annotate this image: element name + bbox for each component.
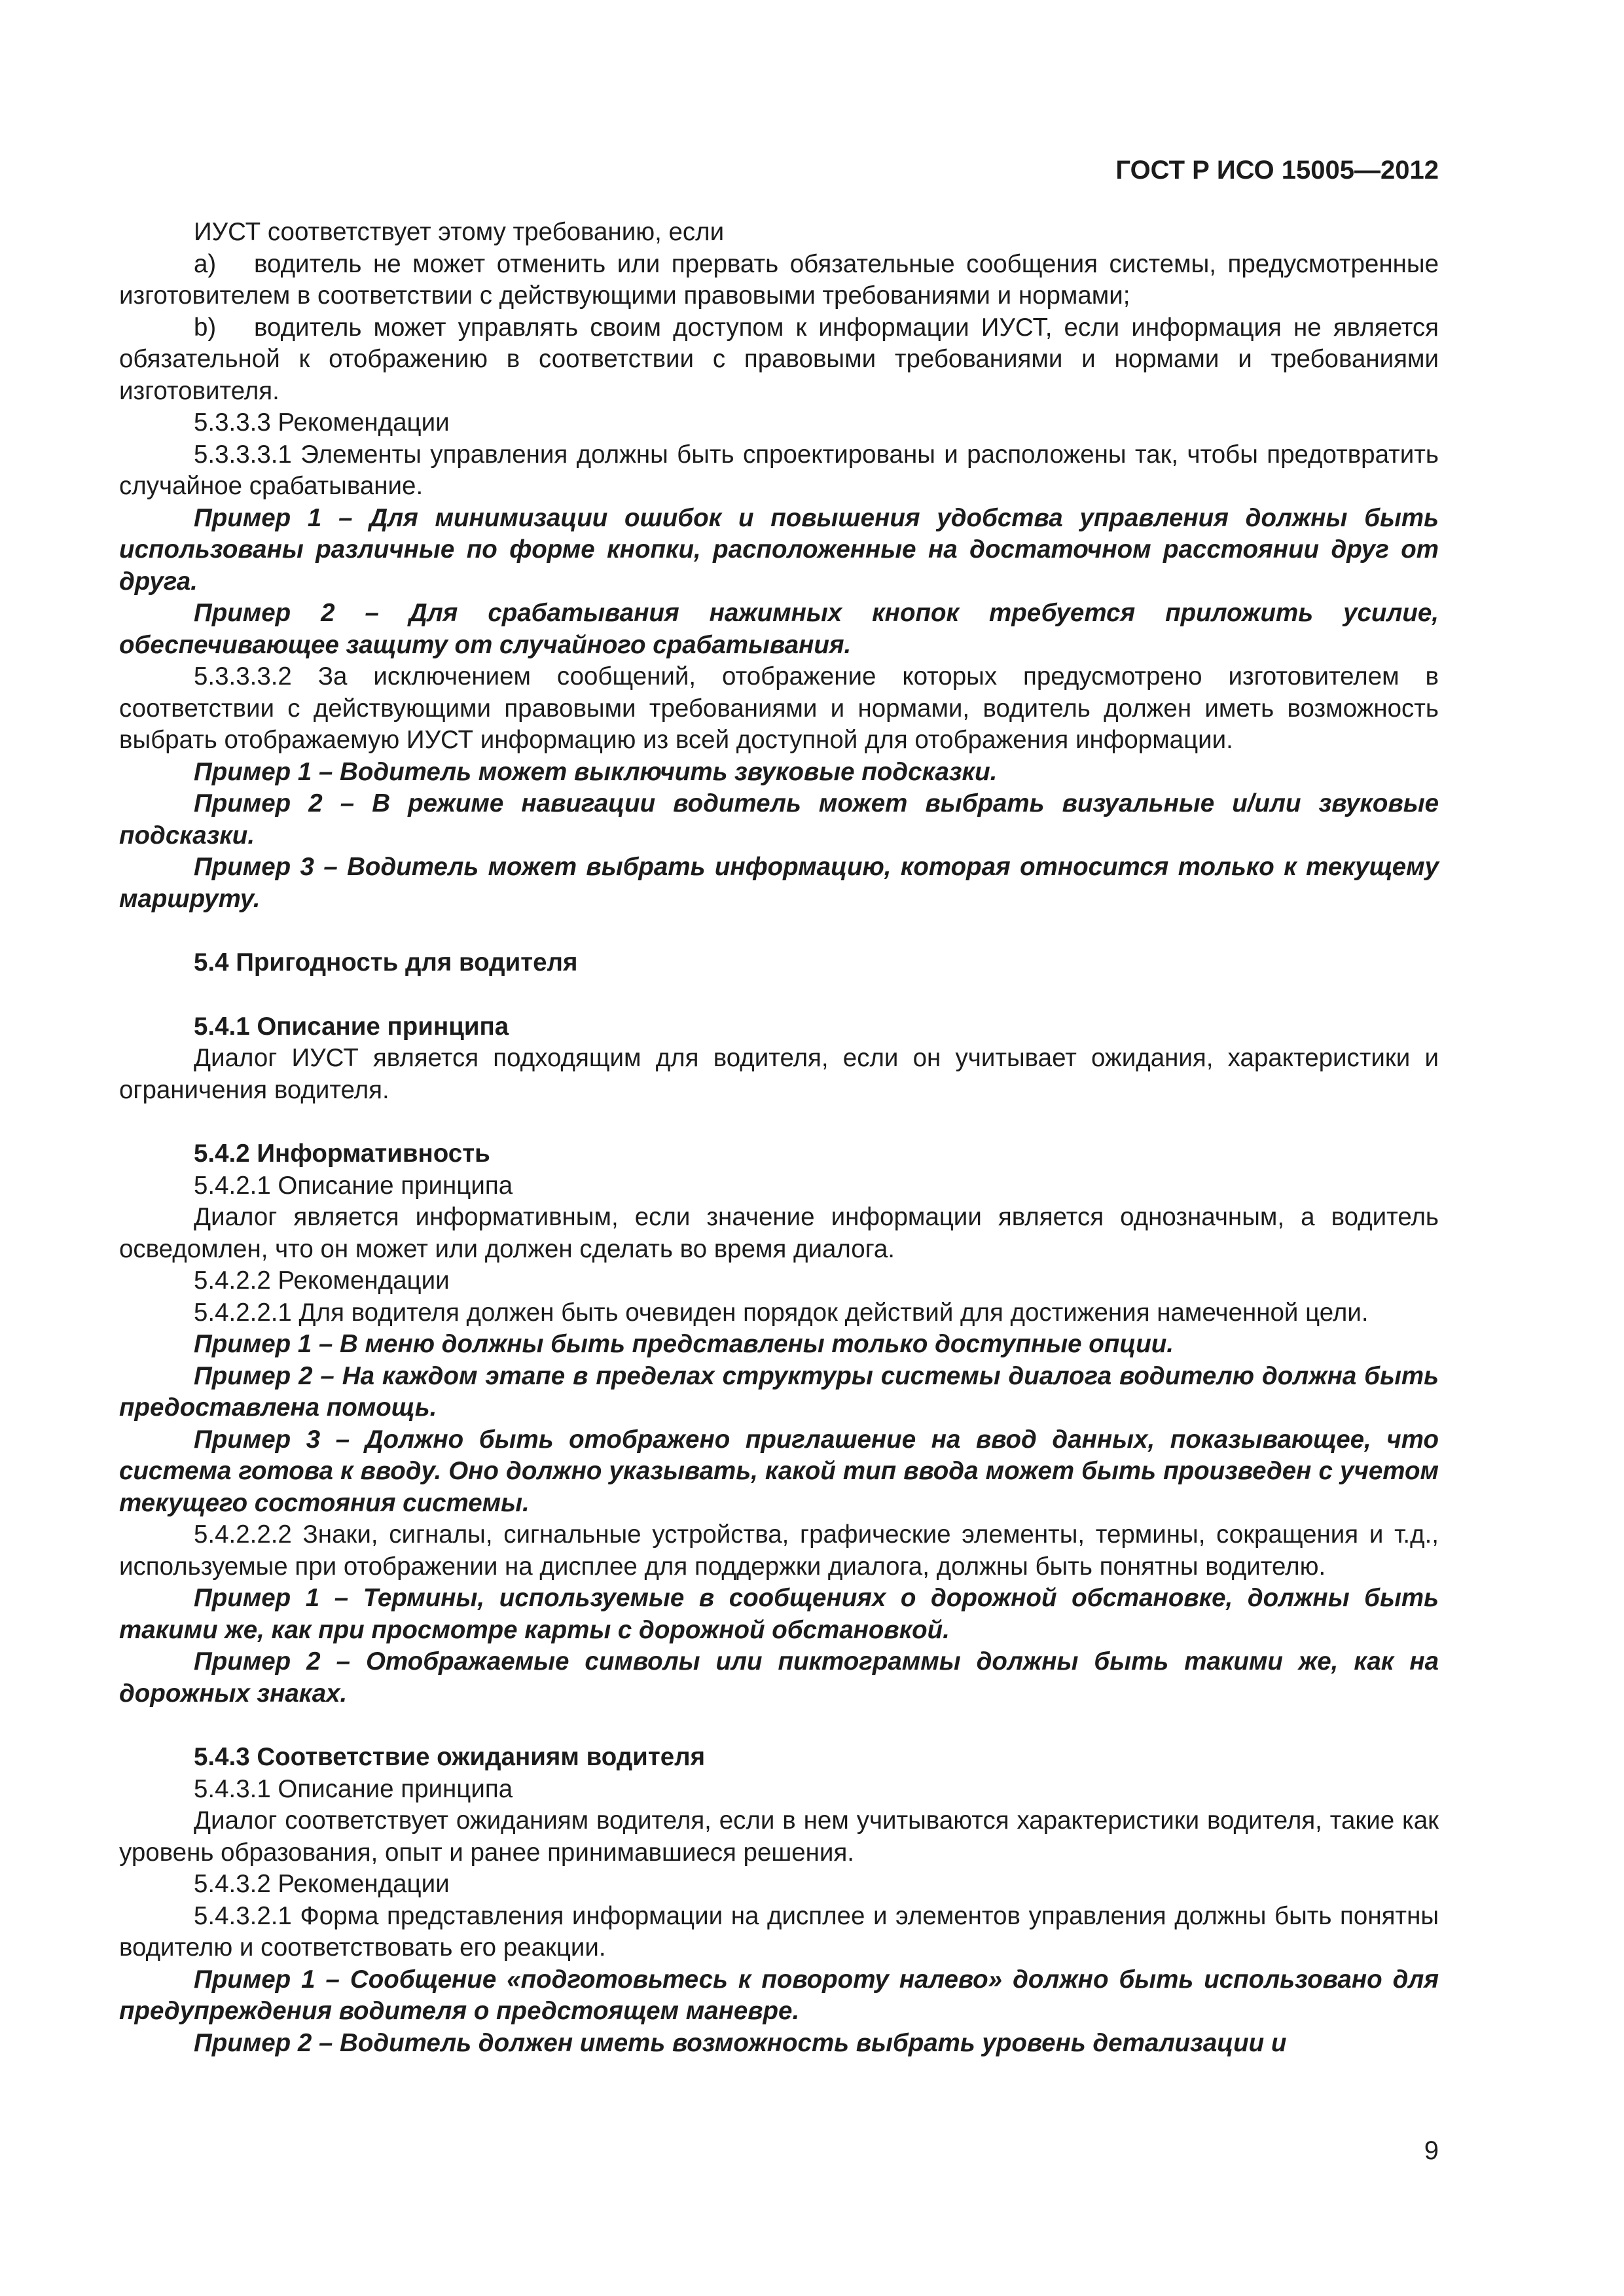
body-paragraph: 5.4.2.1 Описание принципа xyxy=(194,1171,513,1200)
example-paragraph: Пример 2 – Водитель должен иметь возможность выбрать уровень детализации и xyxy=(194,2028,1287,2057)
body-paragraph: 5.4.3.2.1 Форма представления информации на дисплее и элементов управления должны быть понятны водителю и соответствовать его реакции. xyxy=(119,1901,1439,1962)
example-paragraph: Пример 3 – Водитель может выбрать информацию, которая относится только к текущему маршруту. xyxy=(119,853,1439,913)
example-paragraph: Пример 3 – Должно быть отображено приглашение на ввод данных, показывающее, что система готова к вводу. Оно должно указывать, какой тип ввода может быть произведен с учетом текущего состояния системы. xyxy=(119,1425,1439,1517)
list-item-text: водитель не может отменить или прервать обязательные сообщения системы, предусмотренные изготовителем в соответствии с действующими правовыми требованиями и нормами; xyxy=(119,249,1439,310)
example-paragraph: Пример 2 – На каждом этапе в пределах структуры системы диалога водителю должна быть предоставлена помощь. xyxy=(119,1361,1439,1422)
list-item-text: водитель может управлять своим доступом к информации ИУСТ, если информация не является обязательной к отображению в соответствии с правовыми требованиями и нормами и требованиями изготовителя. xyxy=(119,313,1439,405)
body-paragraph: Диалог ИУСТ является подходящим для водителя, если он учитывает ожидания, характеристики и ограничения водителя. xyxy=(119,1044,1439,1104)
body-paragraph: 5.4.3.2 Рекомендации xyxy=(194,1870,450,1898)
section-heading: 5.4.1 Описание принципа xyxy=(194,1012,509,1041)
example-paragraph: Пример 2 – Отображаемые символы или пиктограммы должны быть такими же, как на дорожных знаках. xyxy=(119,1647,1439,1708)
example-paragraph: Пример 2 – В режиме навигации водитель может выбрать визуальные и/или звуковые подсказки. xyxy=(119,789,1439,850)
body-paragraph: Диалог является информативным, если значение информации является однозначным, а водитель осведомлен, что он может или должен сделать во время диалога. xyxy=(119,1203,1439,1263)
section-heading: 5.4 Пригодность для водителя xyxy=(194,948,578,977)
document-code: ГОСТ Р ИСО 15005—2012 xyxy=(1115,156,1439,185)
section-heading: 5.4.2 Информативность xyxy=(194,1139,490,1168)
body-paragraph: 5.4.2.2.1 Для водителя должен быть очевиден порядок действий для достижения намеченной цели. xyxy=(194,1298,1369,1327)
spacer xyxy=(119,979,1439,1011)
example-paragraph: Пример 1 – Термины, используемые в сообщениях о дорожной обстановке, должны быть такими же, как при просмотре карты с дорожной обстановкой. xyxy=(119,1584,1439,1644)
body-paragraph: Диалог соответствует ожиданиям водителя, если в нем учитываются характеристики водителя, такие как уровень образования, опыт и ранее принимавшиеся решения. xyxy=(119,1806,1439,1867)
body-paragraph: 5.4.2.2 Рекомендации xyxy=(194,1266,450,1295)
document-page xyxy=(119,0,1439,2296)
body-paragraph: 5.4.3.1 Описание принципа xyxy=(194,1774,513,1803)
example-paragraph: Пример 1 – В меню должны быть представлены только доступные опции. xyxy=(194,1330,1174,1358)
example-paragraph: Пример 1 – Сообщение «подготовьтесь к повороту налево» должно быть использовано для предупреждения водителя о предстоящем маневре. xyxy=(119,1965,1439,2025)
body-paragraph: 5.3.3.3.1 Элементы управления должны быть спроектированы и расположены так, чтобы предотвратить случайное срабатывание. xyxy=(119,440,1439,500)
list-item xyxy=(119,249,1439,312)
list-item-label: b) xyxy=(194,313,217,342)
example-paragraph: Пример 1 – Водитель может выключить звуковые подсказки. xyxy=(194,757,998,786)
spacer xyxy=(119,1710,1439,1742)
spacer xyxy=(119,915,1439,947)
body-paragraph: ИУСТ соответствует этому требованию, если xyxy=(194,218,725,246)
list-item xyxy=(119,312,1439,408)
body-paragraph: 5.3.3.3 Рекомендации xyxy=(194,408,450,437)
document-body xyxy=(119,217,1439,2059)
spacer xyxy=(119,1106,1439,1138)
list-item-label: a) xyxy=(194,249,217,278)
page-number: 9 xyxy=(1424,2136,1439,2165)
body-paragraph: 5.3.3.3.2 За исключением сообщений, отображение которых предусмотрено изготовителем в соответствии с действующими правовыми требованиями и нормами, водитель должен иметь возможность выбрать отображаемую ИУСТ информацию из всей доступной для отображения информации. xyxy=(119,662,1439,754)
body-paragraph: 5.4.2.2.2 Знаки, сигналы, сигнальные устройства, графические элементы, термины, сокращения и т.д., используемые при отображении на дисплее для поддержки диалога, должны быть понятны водителю. xyxy=(119,1520,1439,1581)
example-paragraph: Пример 1 – Для минимизации ошибок и повышения удобства управления должны быть использованы различные по форме кнопки, расположенные на достаточном расстоянии друг от друга. xyxy=(119,503,1439,596)
section-heading: 5.4.3 Соответствие ожиданиям водителя xyxy=(194,1743,706,1771)
example-paragraph: Пример 2 – Для срабатывания нажимных кнопок требуется приложить усилие, обеспечивающее защиту от случайного срабатывания. xyxy=(119,599,1439,659)
